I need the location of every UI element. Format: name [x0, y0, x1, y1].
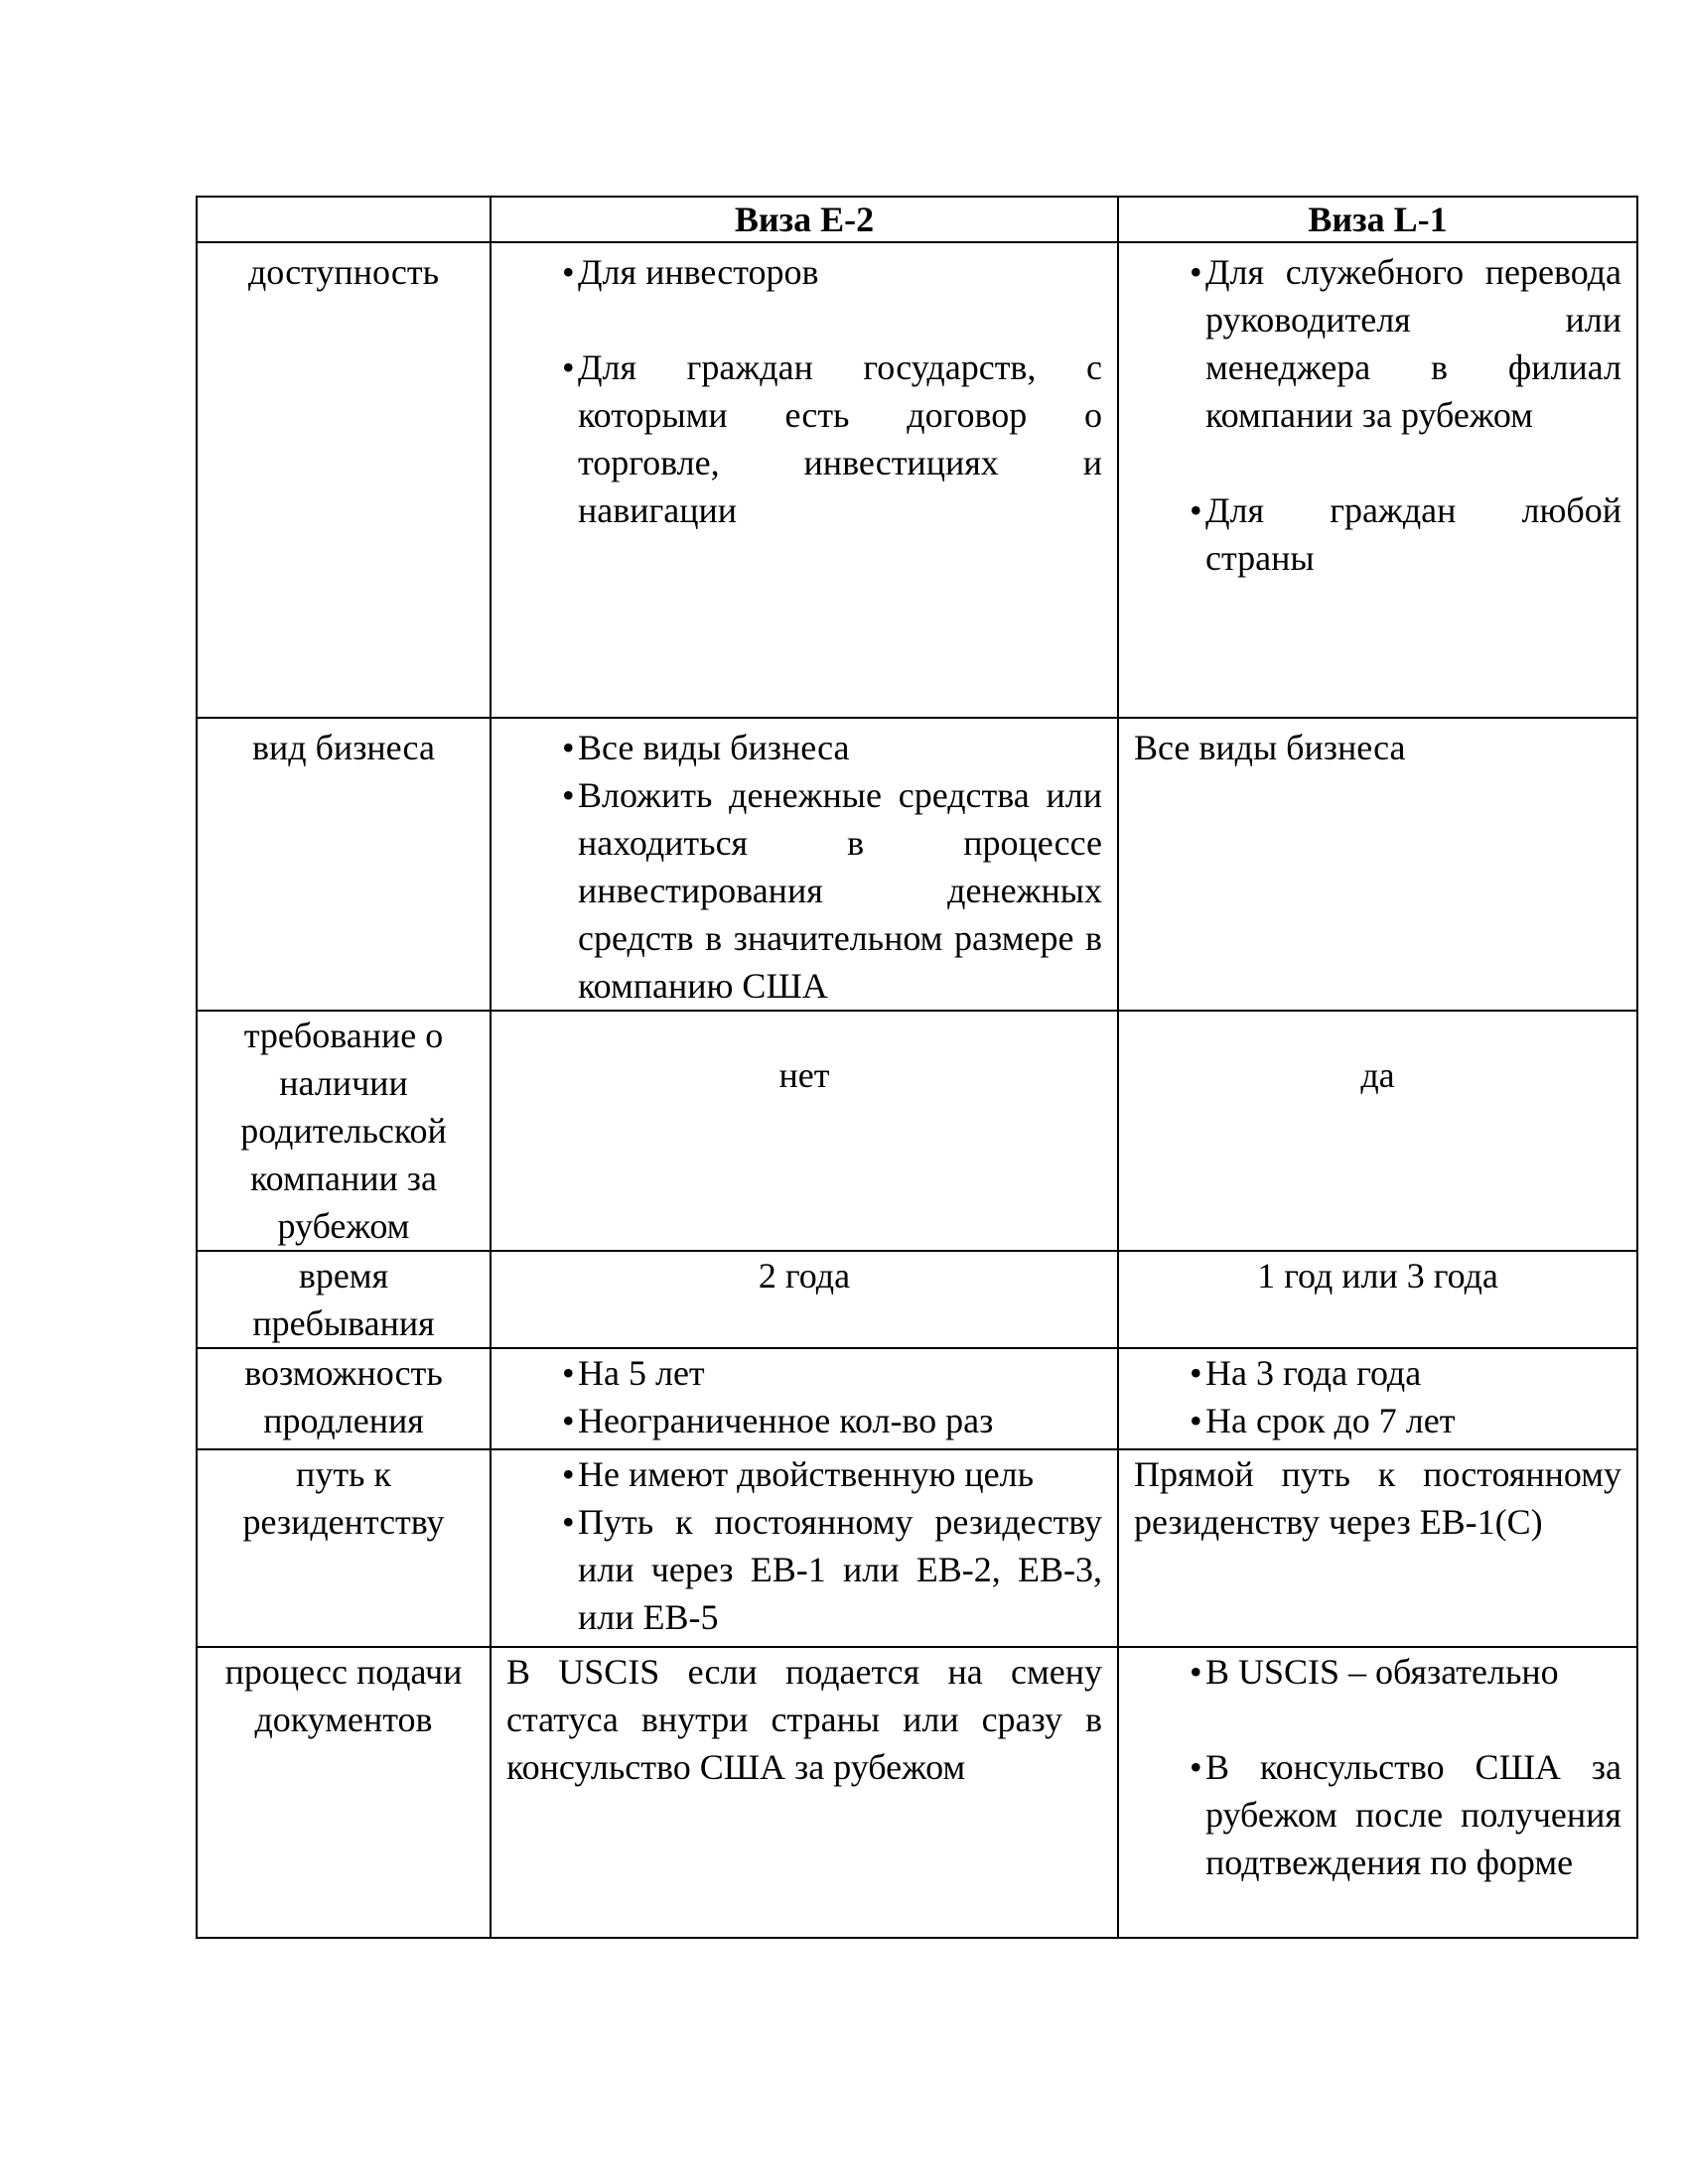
l1-business-type-cell: Все виды бизнеса — [1118, 718, 1637, 1011]
table-row-parent-company — [197, 1011, 1637, 1251]
e2-extension-list — [506, 1349, 1102, 1444]
list-item: • В консульство США за рубежом после получения подтвеждения по форме — [1134, 1743, 1621, 1886]
table-row-business-type — [197, 718, 1637, 1011]
row-label-filing-process: процесс подачи документов — [197, 1647, 491, 1938]
list-item: • Вложить денежные средства или находиться в процессе инвестирования денежных средств в значительном размере в компанию США — [506, 771, 1102, 1010]
e2-parent-company-cell: нет — [491, 1011, 1118, 1251]
visa-comparison-table — [196, 196, 1638, 1939]
l1-parent-company-cell: да — [1118, 1011, 1637, 1251]
list-item: • Неограниченное кол-во раз — [506, 1397, 1102, 1444]
l1-length-of-stay-cell: 1 год или 3 года — [1118, 1251, 1637, 1348]
l1-availability-cell — [1118, 242, 1637, 718]
list-item: • Для инвесторов — [506, 248, 1102, 296]
table-row-availability — [197, 242, 1637, 718]
row-label-parent-company: требование о наличии родительской компании за рубежом — [197, 1011, 491, 1251]
row-label-residency-path: путь к резидентству — [197, 1449, 491, 1647]
header-empty-cell — [197, 197, 491, 242]
l1-filing-process-cell — [1118, 1647, 1637, 1938]
e2-business-type-list — [506, 724, 1102, 1010]
e2-extension-cell — [491, 1348, 1118, 1449]
row-label-extension: возможность продления — [197, 1348, 491, 1449]
l1-extension-list — [1134, 1349, 1621, 1444]
row-label-length-of-stay: время пребывания — [197, 1251, 491, 1348]
l1-residency-path-cell: Прямой путь к постоянному резиденству через EB-1(C) — [1118, 1449, 1637, 1647]
e2-availability-cell — [491, 242, 1118, 718]
list-item: • На 3 года года — [1134, 1349, 1621, 1397]
table-row-extension — [197, 1348, 1637, 1449]
e2-residency-path-list — [506, 1450, 1102, 1641]
list-item: • Для граждан любой страны — [1134, 486, 1621, 582]
table-row-residency-path — [197, 1449, 1637, 1647]
list-item: • Не имеют двойственную цель — [506, 1450, 1102, 1498]
l1-extension-cell — [1118, 1348, 1637, 1449]
header-l1-visa: Виза L-1 — [1118, 197, 1637, 242]
e2-length-of-stay-cell: 2 года — [491, 1251, 1118, 1348]
list-item: • На срок до 7 лет — [1134, 1397, 1621, 1444]
table-row-length-of-stay — [197, 1251, 1637, 1348]
list-item: • Для служебного перевода руководителя или менеджера в филиал компании за рубежом — [1134, 248, 1621, 439]
e2-business-type-cell — [491, 718, 1118, 1011]
list-item: • Для граждан государств, с которыми есть договор о торговле, инвестициях и навигации — [506, 343, 1102, 534]
header-e2-visa: Виза Е-2 — [491, 197, 1118, 242]
list-item: • Путь к постоянному резидеству или через EB-1 или EB-2, EB-3, или EB-5 — [506, 1498, 1102, 1641]
list-item: • В USCIS – обязательно — [1134, 1648, 1621, 1696]
table-header-row — [197, 197, 1637, 242]
table-row-filing-process — [197, 1647, 1637, 1938]
list-item: • Все виды бизнеса — [506, 724, 1102, 771]
e2-availability-list — [506, 248, 1102, 534]
row-label-availability: доступность — [197, 242, 491, 718]
l1-availability-list — [1134, 248, 1621, 582]
list-item: • На 5 лет — [506, 1349, 1102, 1397]
row-label-business-type: вид бизнеса — [197, 718, 491, 1011]
e2-filing-process-cell: В USCIS если подается на смену статуса внутри страны или сразу в консульство США за рубежом — [491, 1647, 1118, 1938]
e2-residency-path-cell — [491, 1449, 1118, 1647]
l1-filing-process-list — [1134, 1648, 1621, 1886]
